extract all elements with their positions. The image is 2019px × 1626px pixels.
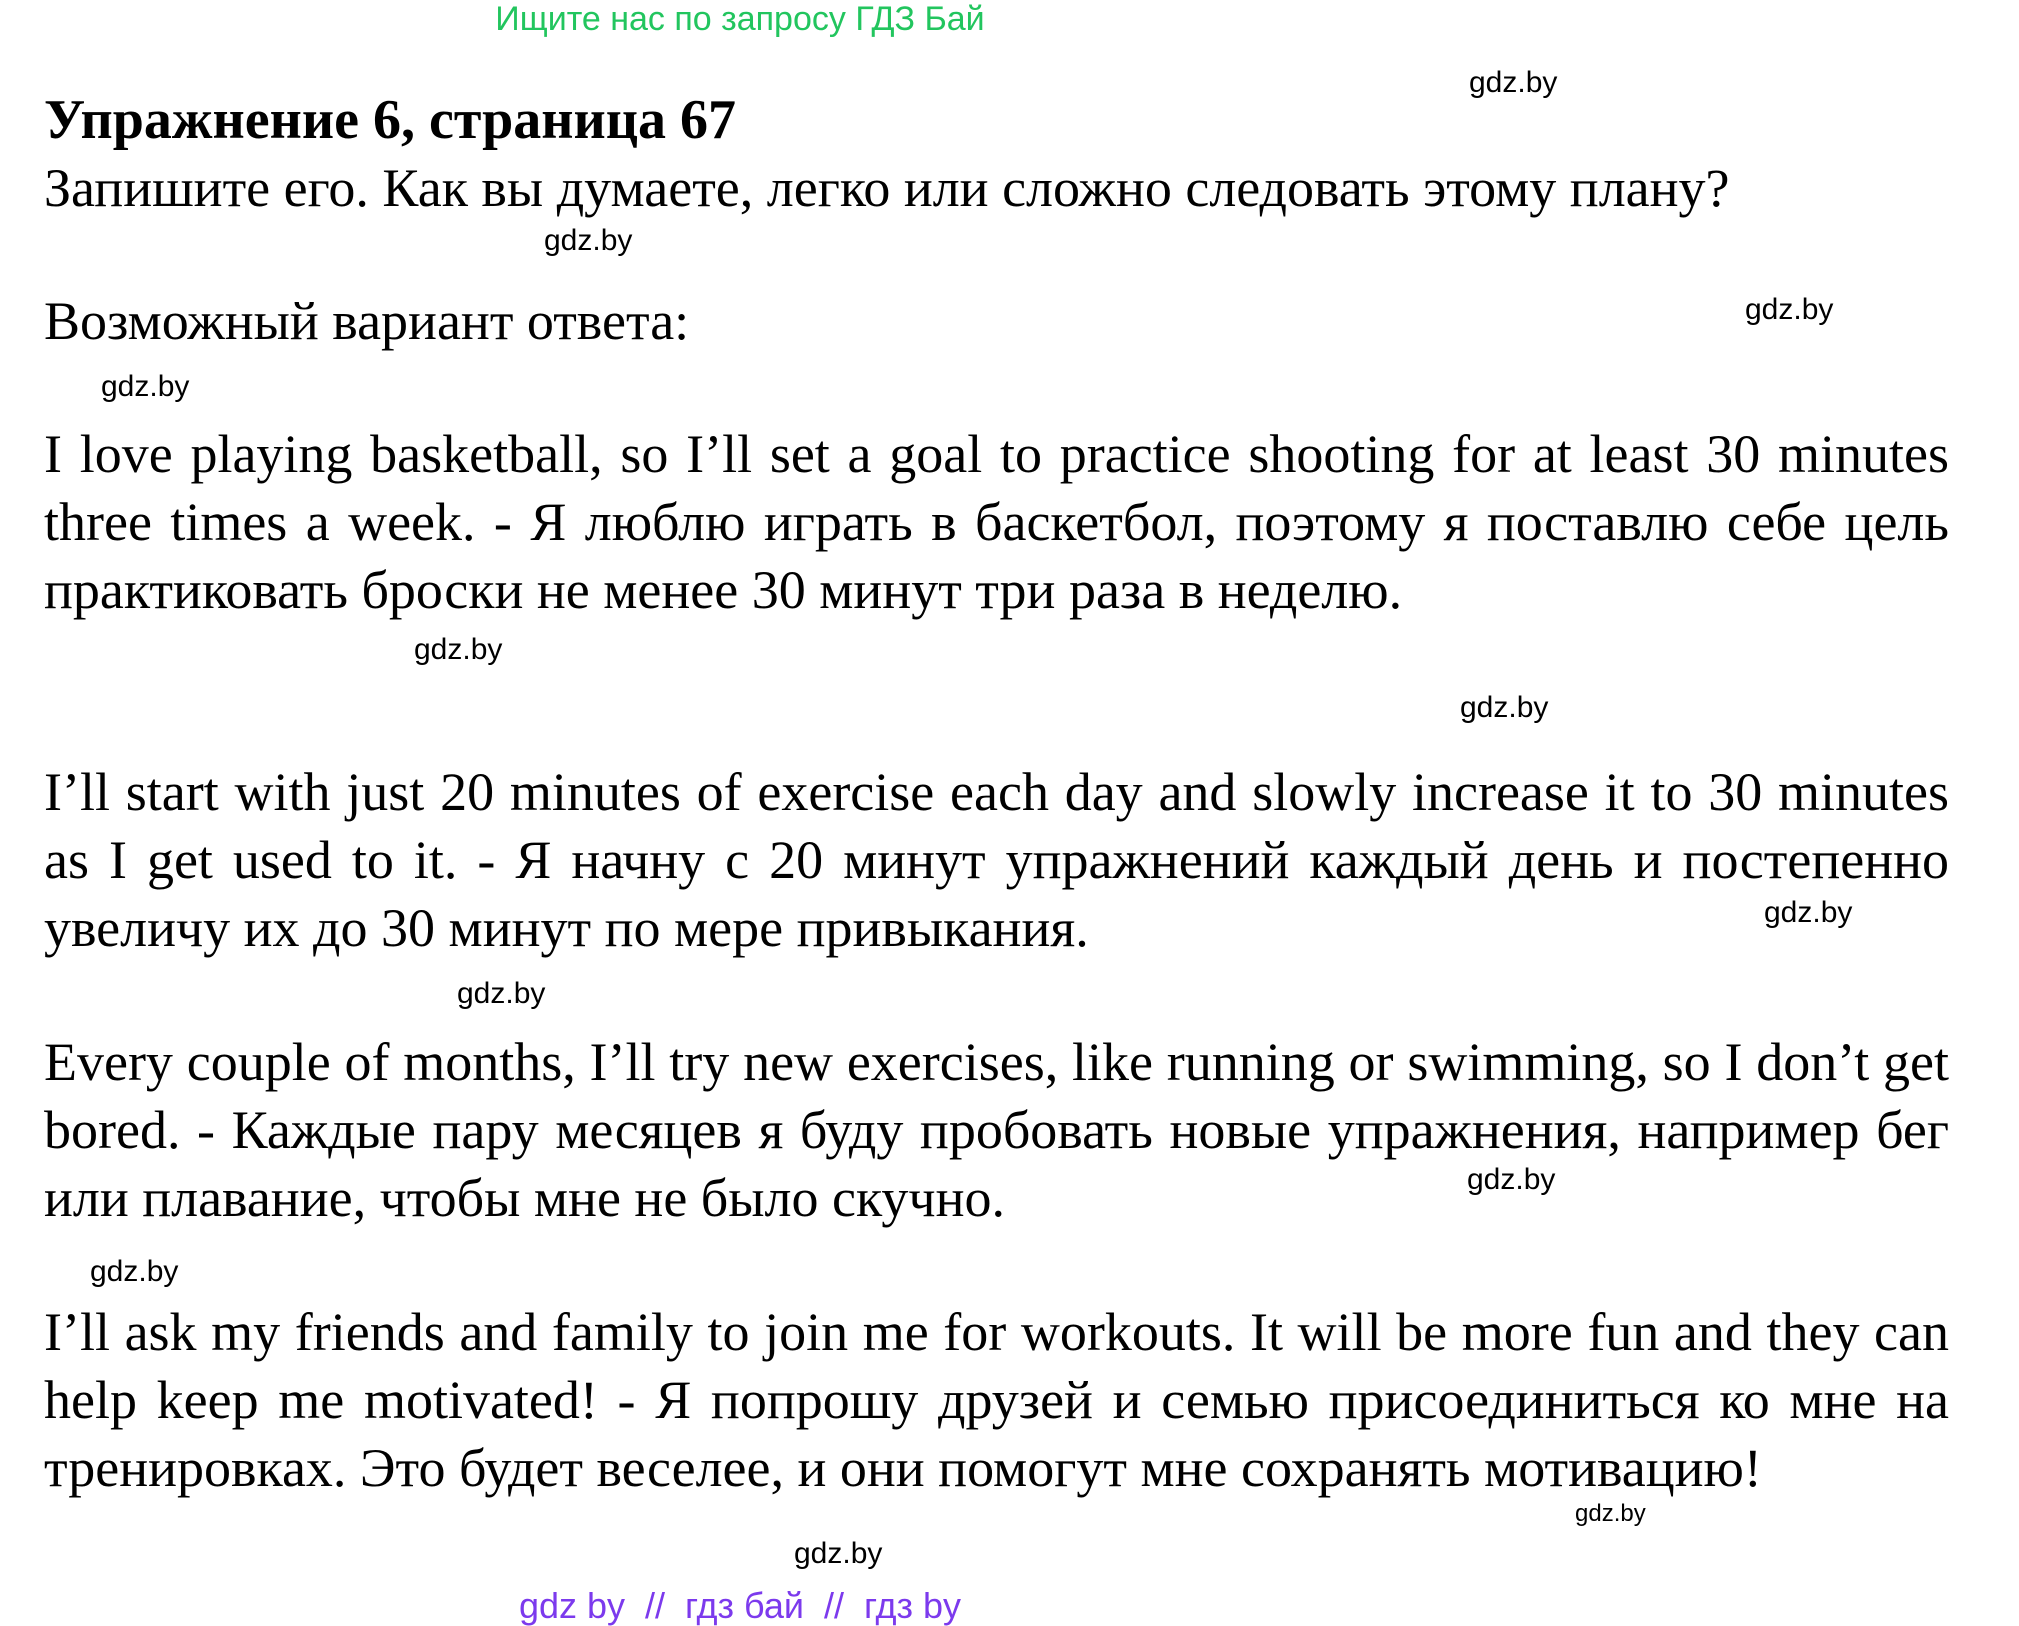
watermark: gdz.by <box>1469 66 1558 99</box>
watermark: gdz.by <box>1467 1163 1556 1196</box>
question-text: Запишите его. Как вы думаете, легко или сложно следовать этому плану? <box>44 158 1730 218</box>
answer-label: Возможный вариант ответа: <box>44 291 690 351</box>
watermark: gdz.by <box>414 633 503 666</box>
answer-paragraph-1: I love playing basketball, so I’ll set a goal to practice shooting for at least 30 minutes three times a week. - Я люблю играть в баскетбол, поэтому я поставлю себе цель практиковать броски не менее 30 минут три раза в неделю. <box>44 424 1949 620</box>
watermark: gdz.by <box>544 224 633 257</box>
answer-paragraph-2: I’ll start with just 20 minutes of exercise each day and slowly increase it to 30 minutes as I get used to it. - Я начну с 20 минут упражнений каждый день и постепенно увеличу их до 30 минут по мере привыкания. <box>44 762 1949 958</box>
exercise-title: Упражнение 6, страница 67 <box>44 89 737 151</box>
watermark: gdz.by <box>101 370 190 403</box>
answer-paragraph-4: I’ll ask my friends and family to join me for workouts. It will be more fun and they can help keep me motivated! - Я попрошу друзей и семью присоединиться ко мне на тренировках. Это будет веселее, и они помогут мне сохранять мотивацию! <box>44 1302 1949 1498</box>
watermark: gdz.by <box>1460 691 1549 724</box>
answer-paragraph-3: Every couple of months, I’ll try new exercises, like running or swimming, so I don’t get bored. - Каждые пару месяцев я буду пробовать новые упражнения, например бег или плавание, чтобы мне не было скучно. <box>44 1032 1949 1228</box>
watermark: gdz.by <box>90 1255 179 1288</box>
watermark: gdz.by <box>1745 293 1834 326</box>
watermark: gdz.by <box>794 1537 883 1570</box>
top-banner: Ищите нас по запросу ГДЗ Бай <box>495 0 985 38</box>
watermark: gdz.by <box>457 977 546 1010</box>
watermark: gdz.by <box>1764 896 1853 929</box>
footer-links: gdz by // гдз бай // гдз by <box>518 1585 962 1626</box>
watermark: gdz.by <box>1575 1500 1646 1527</box>
